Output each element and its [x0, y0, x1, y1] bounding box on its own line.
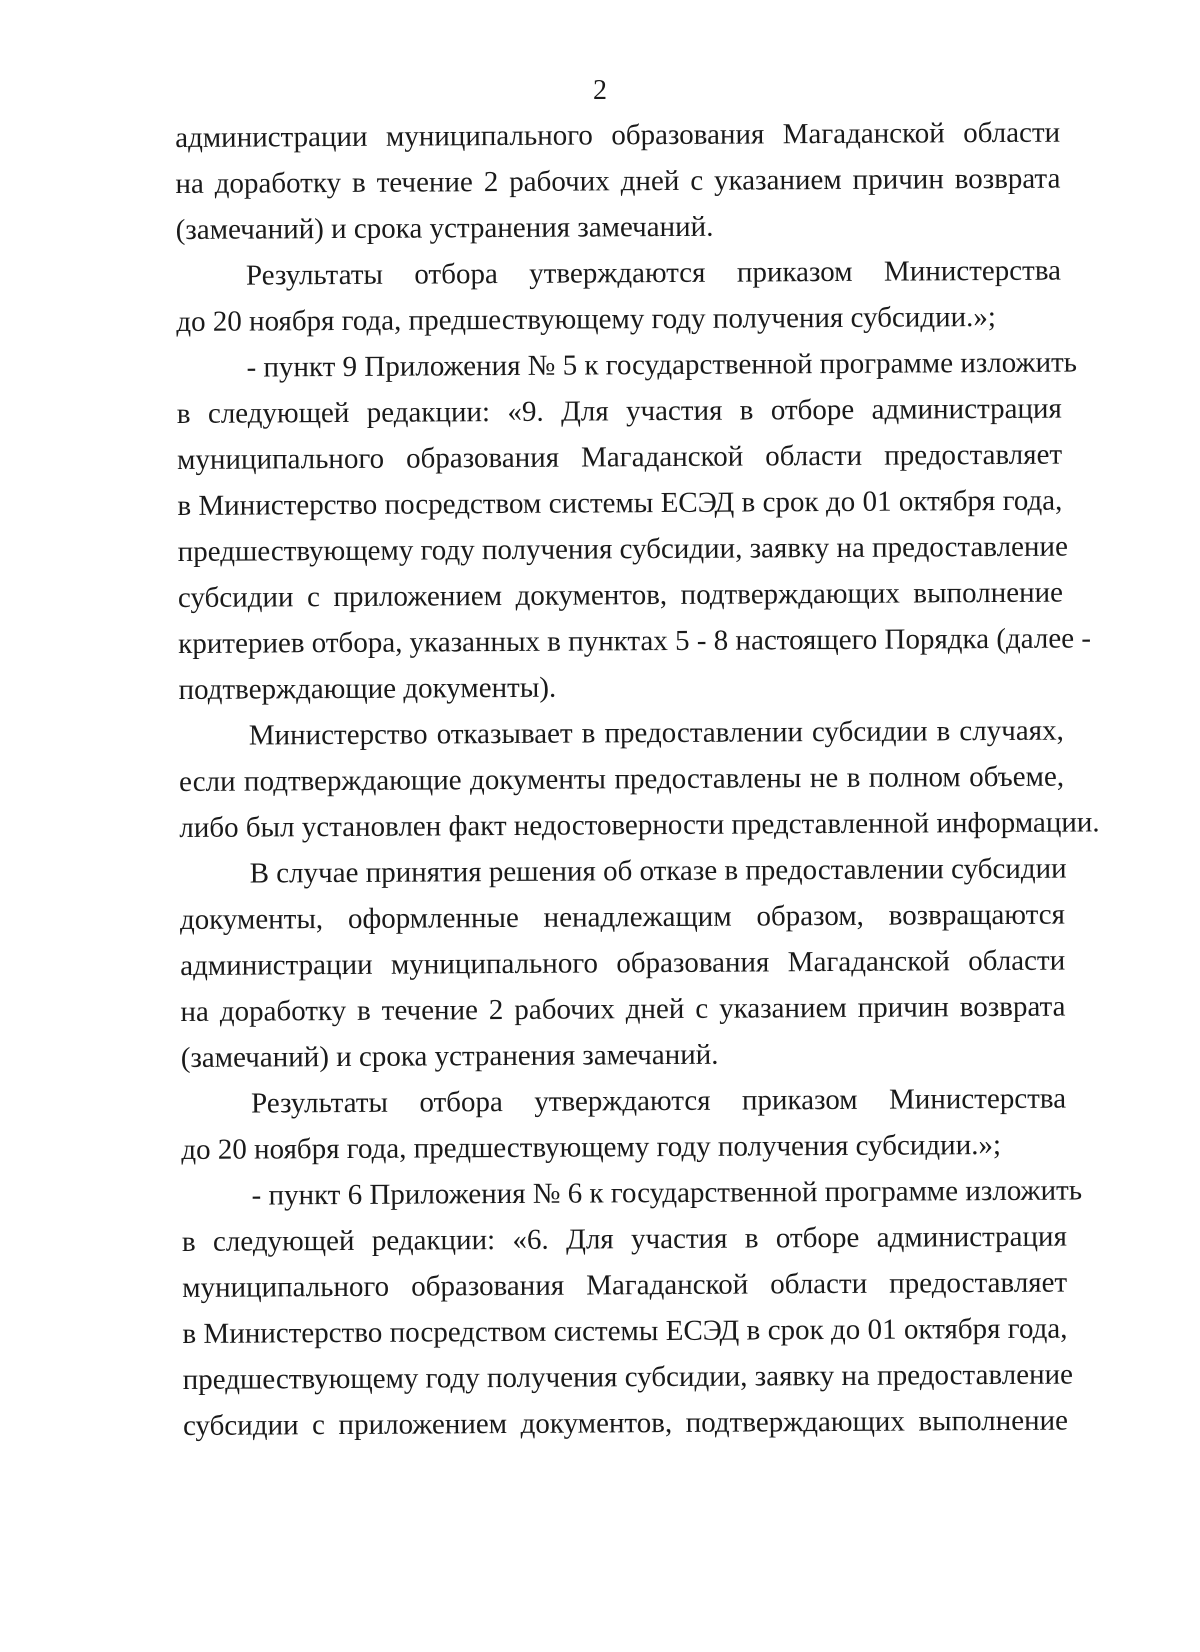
- text-line: если подтверждающие документы предоставлены не в полном объеме,: [178, 760, 1065, 798]
- text-line: - пункт 9 Приложения № 5 к государственной программе изложить: [246, 346, 1078, 384]
- text-line: либо был установлен факт недостоверности представленной информации.: [179, 806, 1100, 844]
- paragraph: [176, 248, 1062, 345]
- text-line: на доработку в течение 2 рабочих дней с указанием причин возврата: [180, 990, 1066, 1028]
- text-line: в Министерство посредством системы ЕСЭД в срок до 01 октября года,: [182, 1312, 1068, 1350]
- text-line: документы, оформленные ненадлежащим образом, возвращаются: [179, 898, 1065, 936]
- text-line: в следующей редакции: «6. Для участия в отборе администрация: [181, 1220, 1067, 1258]
- text-line: муниципального образования Магаданской области предоставляет: [182, 1266, 1068, 1304]
- text-line: субсидии с приложением документов, подтверждающих выполнение: [177, 576, 1064, 614]
- text-line: (замечаний) и срока устранения замечаний.: [180, 1038, 719, 1074]
- text-line: критериев отбора, указанных в пунктах 5 - 8 настоящего Порядка (далее -: [178, 622, 1092, 660]
- paragraph: [181, 1168, 1083, 1449]
- text-line: в следующей редакции: «9. Для участия в отборе администрация: [176, 392, 1062, 430]
- paragraph: [181, 1076, 1067, 1173]
- text-line: субсидии с приложением документов, подтверждающих выполнение: [182, 1404, 1069, 1442]
- page-number: 2: [593, 75, 607, 106]
- text-line: (замечаний) и срока устранения замечаний.: [175, 210, 714, 246]
- paragraph: [179, 846, 1065, 1081]
- text-line: на доработку в течение 2 рабочих дней с указанием причин возврата: [175, 162, 1061, 200]
- text-line: в Министерство посредством системы ЕСЭД в срок до 01 октября года,: [177, 484, 1063, 522]
- text-line: подтверждающие документы).: [178, 671, 557, 706]
- text-line: - пункт 6 Приложения № 6 к государственной программе изложить: [251, 1174, 1083, 1212]
- text-line: до 20 ноября года, предшествующему году получения субсидии.»;: [176, 300, 997, 338]
- text-line: предшествующему году получения субсидии, заявку на предоставление: [177, 530, 1069, 568]
- paragraph: [178, 708, 1100, 851]
- paragraph: [175, 110, 1061, 253]
- text-line: предшествующему году получения субсидии, заявку на предоставление: [182, 1358, 1074, 1396]
- text-line: Результаты отбора утверждаются приказом Министерства: [245, 254, 1062, 292]
- text-line: администрации муниципального образования Магаданской области: [180, 944, 1066, 982]
- text-line: муниципального образования Магаданской области предоставляет: [177, 438, 1063, 476]
- text-line: Результаты отбора утверждаются приказом Министерства: [250, 1082, 1067, 1120]
- paragraph: [176, 340, 1092, 713]
- text-line: до 20 ноября года, предшествующему году получения субсидии.»;: [181, 1128, 1002, 1166]
- text-line: Министерство отказывает в предоставлении субсидии в случаях,: [248, 714, 1064, 752]
- text-line: администрации муниципального образования Магаданской области: [175, 116, 1061, 154]
- document-body: [175, 110, 1100, 1449]
- text-line: В случае принятия решения об отказе в предоставлении субсидии: [249, 852, 1067, 890]
